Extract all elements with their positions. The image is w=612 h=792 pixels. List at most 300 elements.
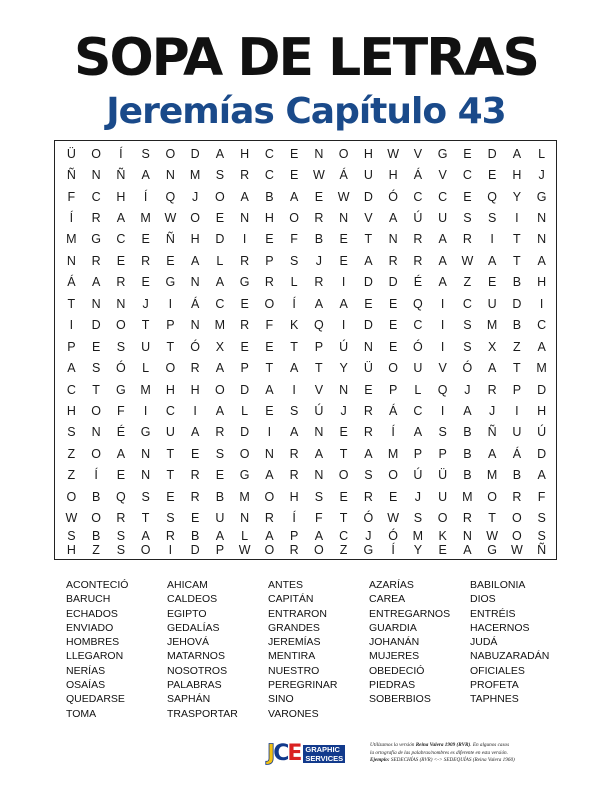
grid-letter: A (537, 253, 546, 268)
grid-letter: Ñ (165, 232, 175, 247)
grid-letter: A (141, 168, 150, 183)
grid-letter: S (413, 511, 423, 526)
grid-letter: O (165, 361, 176, 376)
grid-letter: E (339, 489, 348, 504)
grid-letter: S (487, 211, 497, 226)
grid-letter: N (190, 275, 200, 290)
grid-letter: W (164, 211, 177, 226)
grid-letter: A (413, 425, 423, 440)
grid-letter: Z (67, 446, 76, 461)
grid-letter: A (116, 211, 126, 226)
grid-letter: B (314, 232, 324, 247)
grid-letter: I (515, 211, 519, 226)
grid-letter: S (116, 339, 126, 354)
grid-letter: Á (339, 168, 348, 183)
logo-letter-e: E (287, 741, 301, 766)
grid-letter: Ü (363, 361, 373, 376)
grid-letter: B (463, 468, 472, 483)
grid-letter: R (165, 529, 175, 543)
word-list-item: AZARÍAS (369, 579, 414, 591)
grid-letter: Á (413, 168, 423, 183)
grid-letter: D (215, 232, 225, 247)
word-list-item: LLEGARON (66, 650, 124, 663)
word-list-item: AHICAM (167, 579, 208, 591)
grid-letter: E (265, 339, 274, 354)
grid-letter: F (117, 404, 125, 419)
grid-letter: V (438, 361, 447, 376)
word-list-item: DIOS (470, 593, 496, 606)
grid-letter: G (239, 275, 250, 290)
grid-letter: E (240, 296, 249, 311)
grid-letter: R (289, 446, 299, 461)
grid-letter: R (116, 511, 126, 526)
grid-letter: P (240, 361, 249, 376)
grid-letter: F (537, 489, 546, 504)
grid-letter: Í (119, 146, 123, 161)
grid-letter: W (387, 511, 400, 526)
grid-letter: R (190, 468, 200, 483)
grid-letter: P (512, 382, 522, 397)
grid-letter: N (190, 318, 200, 333)
grid-letter: N (91, 425, 101, 440)
word-list-item: TRASPORTAR (167, 707, 238, 720)
grid-letter: F (265, 318, 274, 333)
grid-letter: T (513, 361, 521, 376)
word-list-item: SAPHÁN (167, 693, 211, 706)
grid-letter: I (143, 404, 148, 419)
grid-letter: M (387, 446, 399, 461)
word-list-item: JOHANÁN (369, 636, 420, 649)
grid-letter: N (141, 468, 151, 483)
grid-letter: Ñ (487, 425, 497, 440)
grid-letter: I (193, 404, 197, 419)
note-text: Utilizamos la versión (370, 742, 416, 748)
grid-letter: N (339, 382, 349, 397)
grid-letter: H (264, 211, 274, 226)
word-list-item: NUESTRO (268, 664, 320, 677)
grid-letter: R (240, 253, 250, 268)
grid-letter: A (67, 361, 76, 376)
grid-letter: Q (487, 189, 497, 204)
grid-letter: F (67, 189, 76, 204)
grid-letter: O (140, 543, 151, 557)
grid-letter: S (537, 529, 546, 543)
grid-letter: O (91, 446, 101, 461)
logo-text-graphic: GRAPHIC (303, 745, 345, 754)
grid-letter: A (364, 253, 373, 268)
grid-letter: I (539, 296, 544, 311)
grid-letter: X (487, 339, 497, 354)
grid-letter: T (166, 468, 175, 483)
grid-letter: N (240, 511, 250, 526)
word-list-item: GRANDES (268, 621, 320, 634)
grid-letter: T (315, 361, 323, 376)
grid-letter: N (339, 211, 349, 226)
grid-letter: O (215, 189, 225, 204)
grid-letter: I (515, 404, 519, 419)
grid-letter: H (165, 382, 175, 397)
grid-letter: A (463, 543, 472, 557)
grid-letter: P (314, 339, 324, 354)
grid-letter: O (487, 489, 497, 504)
grid-letter: S (141, 489, 150, 504)
grid-letter: O (165, 146, 176, 161)
word-list-item: ECHADOS (66, 607, 118, 620)
grid-letter: I (440, 339, 445, 354)
grid-letter: L (241, 404, 249, 419)
word-list-item: JEHOVÁ (167, 636, 210, 649)
grid-letter: B (91, 489, 101, 504)
grid-letter: E (215, 468, 225, 483)
grid-letter: Í (292, 511, 296, 526)
grid-letter: M (189, 168, 201, 183)
grid-letter: V (314, 382, 324, 397)
grid-letter: D (537, 446, 547, 461)
grid-letter: S (463, 339, 472, 354)
grid-letter: E (364, 382, 373, 397)
grid-letter: H (388, 168, 398, 183)
grid-letter: R (240, 318, 250, 333)
grid-letter: G (363, 543, 374, 557)
grid-letter: J (365, 529, 372, 543)
grid-letter: E (388, 318, 398, 333)
grid-letter: H (537, 404, 547, 419)
grid-letter: S (91, 361, 101, 376)
grid-letter: H (190, 232, 200, 247)
grid-letter: N (91, 296, 101, 311)
grid-letter: X (215, 339, 225, 354)
word-list-item: ENTRÉIS (470, 607, 516, 620)
grid-letter: Z (339, 543, 348, 557)
grid-letter: G (165, 275, 176, 290)
grid-letter: C (91, 189, 101, 204)
grid-letter: U (363, 168, 373, 183)
grid-letter: U (165, 425, 175, 440)
grid-letter: T (265, 361, 274, 376)
grid-letter: T (339, 511, 348, 526)
grid-letter: A (265, 382, 274, 397)
grid-letter: R (289, 468, 299, 483)
grid-letter: I (69, 318, 74, 333)
grid-letter: V (364, 211, 373, 226)
grid-letter: M (486, 318, 498, 333)
grid-letter: O (512, 511, 522, 526)
grid-letter: O (215, 382, 225, 397)
grid-letter: A (314, 296, 324, 311)
grid-letter: R (512, 489, 522, 504)
grid-letter: W (486, 529, 499, 543)
grid-letter: O (264, 543, 275, 557)
grid-letter: S (537, 511, 546, 526)
grid-letter: O (264, 296, 275, 311)
grid-letter: A (215, 275, 225, 290)
grid-letter: W (312, 168, 325, 183)
grid-letter: B (512, 275, 522, 290)
grid-letter: A (240, 189, 249, 204)
grid-letter: E (463, 189, 472, 204)
grid-letter: G (91, 232, 101, 247)
word-list-item: HACERNOS (470, 621, 530, 634)
grid-letter: D (240, 425, 250, 440)
word-list-item: GUARDIA (369, 621, 417, 634)
grid-letter: E (166, 489, 175, 504)
grid-letter: R (487, 382, 497, 397)
grid-letter: M (239, 489, 250, 504)
grid-letter: Í (391, 425, 395, 440)
word-list-column (268, 578, 369, 721)
grid-letter: O (66, 489, 77, 504)
grid-letter: S (67, 425, 76, 440)
grid-letter: A (215, 404, 225, 419)
word-list-item: SOBERBIOS (369, 693, 431, 706)
word-list-item: TAPHNES (470, 693, 519, 706)
grid-letter: E (388, 339, 398, 354)
word-list-item: VARONES (268, 707, 319, 720)
grid-letter: C (339, 529, 349, 543)
grid-letter: E (141, 275, 150, 290)
grid-letter: N (314, 468, 324, 483)
word-list-item: JUDÁ (470, 636, 498, 649)
word-list-column (167, 578, 268, 721)
grid-letter: E (265, 232, 274, 247)
grid-letter: S (463, 211, 472, 226)
grid-letter: L (538, 146, 546, 161)
grid-letter: U (215, 511, 225, 526)
grid-letter: R (91, 211, 101, 226)
grid-letter: E (116, 468, 126, 483)
grid-letter: S (141, 146, 150, 161)
grid-letter: A (190, 253, 200, 268)
grid-letter: H (289, 489, 299, 504)
page-subtitle: Jeremías Capítulo 43 (106, 91, 506, 132)
grid-letter: A (364, 446, 373, 461)
grid-letter: R (363, 404, 373, 419)
grid-letter: L (142, 361, 150, 376)
grid-letter: T (166, 446, 175, 461)
grid-letter: C (438, 189, 448, 204)
grid-letter: Z (463, 275, 472, 290)
grid-letter: R (413, 253, 423, 268)
grid-letter: J (414, 489, 421, 504)
grid-letter: E (463, 146, 472, 161)
grid-letter: H (240, 146, 250, 161)
grid-letter: C (537, 318, 547, 333)
grid-letter: T (339, 446, 348, 461)
grid-letter: B (265, 189, 274, 204)
grid-letter: I (341, 318, 346, 333)
grid-letter: D (487, 146, 497, 161)
grid-letter: C (264, 168, 274, 183)
word-list-item: HOMBRES (66, 636, 120, 649)
grid-letter: N (91, 168, 101, 183)
grid-letter: A (463, 404, 472, 419)
grid-letter: E (314, 189, 324, 204)
grid-letter: T (92, 382, 100, 397)
grid-letter: L (414, 382, 422, 397)
grid-letter: P (289, 529, 299, 543)
grid-letter: O (264, 489, 275, 504)
grid-letter: C (413, 404, 423, 419)
grid-letter: P (166, 318, 175, 333)
grid-letter: E (190, 511, 200, 526)
grid-letter: É (116, 425, 126, 440)
grid-letter: A (190, 425, 200, 440)
version-note-line-3 (370, 757, 570, 765)
grid-letter: A (215, 529, 225, 543)
grid-letter: D (363, 318, 373, 333)
word-list-item: ENTRARON (268, 607, 327, 620)
grid-letter: Ü (66, 146, 76, 161)
grid-letter: H (66, 543, 76, 557)
grid-letter: S (289, 404, 299, 419)
grid-letter: B (190, 529, 200, 543)
grid-letter: I (440, 296, 445, 311)
grid-letter: L (241, 529, 249, 543)
grid-letter: R (215, 425, 225, 440)
grid-letter: U (413, 361, 423, 376)
grid-letter: N (462, 529, 472, 543)
grid-letter: N (66, 253, 76, 268)
grid-letter: A (537, 339, 546, 354)
grid-letter: E (289, 168, 299, 183)
grid-letter: A (487, 361, 497, 376)
word-list-item: OBEDECIÓ (369, 664, 425, 677)
grid-letter: E (215, 211, 225, 226)
grid-letter: R (388, 253, 398, 268)
grid-letter: N (314, 425, 324, 440)
grid-letter: R (462, 232, 472, 247)
grid-letter: S (215, 168, 225, 183)
grid-letter: M (412, 529, 424, 543)
word-list-item: PROFETA (470, 679, 519, 692)
word-list-column (470, 578, 571, 721)
note-text: . En algunos casos (470, 742, 510, 748)
grid-letter: B (91, 529, 101, 543)
word-list-column (369, 578, 470, 721)
grid-letter: Ñ (537, 543, 547, 557)
grid-letter: H (537, 275, 547, 290)
grid-letter: S (116, 529, 126, 543)
grid-letter: R (363, 425, 373, 440)
grid-letter: H (190, 382, 200, 397)
grid-letter: E (240, 339, 249, 354)
grid-letter: O (437, 511, 448, 526)
grid-letter: W (238, 543, 251, 557)
grid-letter: A (265, 529, 274, 543)
grid-letter: A (289, 189, 299, 204)
word-list-item: NOSOTROS (167, 664, 228, 677)
grid-letter: R (264, 511, 274, 526)
grid-letter: A (339, 296, 348, 311)
word-list-item: MATARNOS (167, 650, 225, 663)
grid-letter: J (315, 253, 322, 268)
grid-letter: A (388, 211, 398, 226)
grid-letter: E (166, 253, 175, 268)
grid-letter: D (190, 146, 200, 161)
grid-letter: I (168, 296, 173, 311)
grid-letter: A (141, 529, 150, 543)
grid-letter: D (388, 275, 398, 290)
word-list-item: TOMA (66, 707, 97, 720)
grid-letter: H (116, 189, 126, 204)
grid-letter: Z (67, 468, 76, 483)
grid-letter: A (487, 253, 497, 268)
grid-letter: O (338, 146, 349, 161)
grid-letter: R (314, 211, 324, 226)
note-example-label: Ejemplo: (370, 757, 390, 763)
grid-letter: E (438, 543, 447, 557)
grid-letter: D (240, 382, 250, 397)
grid-letter: I (267, 425, 272, 440)
grid-letter: H (512, 168, 522, 183)
word-search-grid-frame (54, 140, 557, 560)
grid-letter: O (190, 211, 200, 226)
version-note-line-2: la ortografía de las palabras/nombres es diferente en esta versión. (370, 749, 508, 756)
grid-letter: N (537, 211, 547, 226)
grid-letter: D (537, 382, 547, 397)
grid-letter: P (438, 446, 447, 461)
grid-letter: B (215, 489, 225, 504)
grid-letter: S (116, 543, 126, 557)
grid-letter: Ú (413, 211, 423, 226)
grid-letter: R (289, 543, 299, 557)
grid-letter: A (215, 146, 225, 161)
grid-letter: D (363, 189, 373, 204)
word-list-item: ENVIADO (66, 621, 114, 634)
word-list-item: SINO (268, 693, 294, 706)
grid-letter: Ú (413, 468, 423, 483)
grid-letter: I (292, 382, 296, 397)
grid-letter: Í (292, 296, 296, 311)
grid-letter: R (462, 511, 472, 526)
grid-letter: P (265, 253, 274, 268)
grid-letter: E (339, 253, 348, 268)
grid-letter: R (413, 232, 423, 247)
grid-letter: E (116, 253, 126, 268)
grid-letter: S (166, 511, 175, 526)
grid-letter: Ó (363, 511, 374, 526)
grid-letter: M (214, 318, 226, 333)
grid-letter: O (239, 446, 250, 461)
grid-letter: O (338, 468, 349, 483)
grid-letter: A (537, 468, 546, 483)
word-list-item: OFICIALES (470, 664, 525, 677)
grid-letter: Ñ (66, 168, 76, 183)
grid-letter: A (438, 232, 447, 247)
grid-letter: Z (92, 543, 100, 557)
grid-letter: R (314, 275, 324, 290)
grid-letter: Í (391, 543, 395, 557)
logo-letter-c: C (273, 741, 288, 766)
grid-letter: R (264, 275, 274, 290)
grid-letter: R (363, 489, 373, 504)
grid-letter: A (289, 425, 299, 440)
grid-letter: B (463, 446, 472, 461)
grid-letter: M (536, 361, 547, 376)
grid-letter: Á (190, 296, 200, 311)
grid-letter: C (413, 189, 423, 204)
jce-logo-mark (267, 741, 300, 767)
grid-letter: C (215, 296, 225, 311)
grid-letter: F (315, 511, 323, 526)
grid-letter: H (66, 404, 76, 419)
grid-letter: S (215, 446, 225, 461)
grid-letter: P (388, 382, 398, 397)
grid-letter: O (388, 468, 398, 483)
grid-letter: E (364, 296, 373, 311)
word-list-item: MUJERES (369, 650, 420, 663)
logo-text (303, 745, 345, 763)
